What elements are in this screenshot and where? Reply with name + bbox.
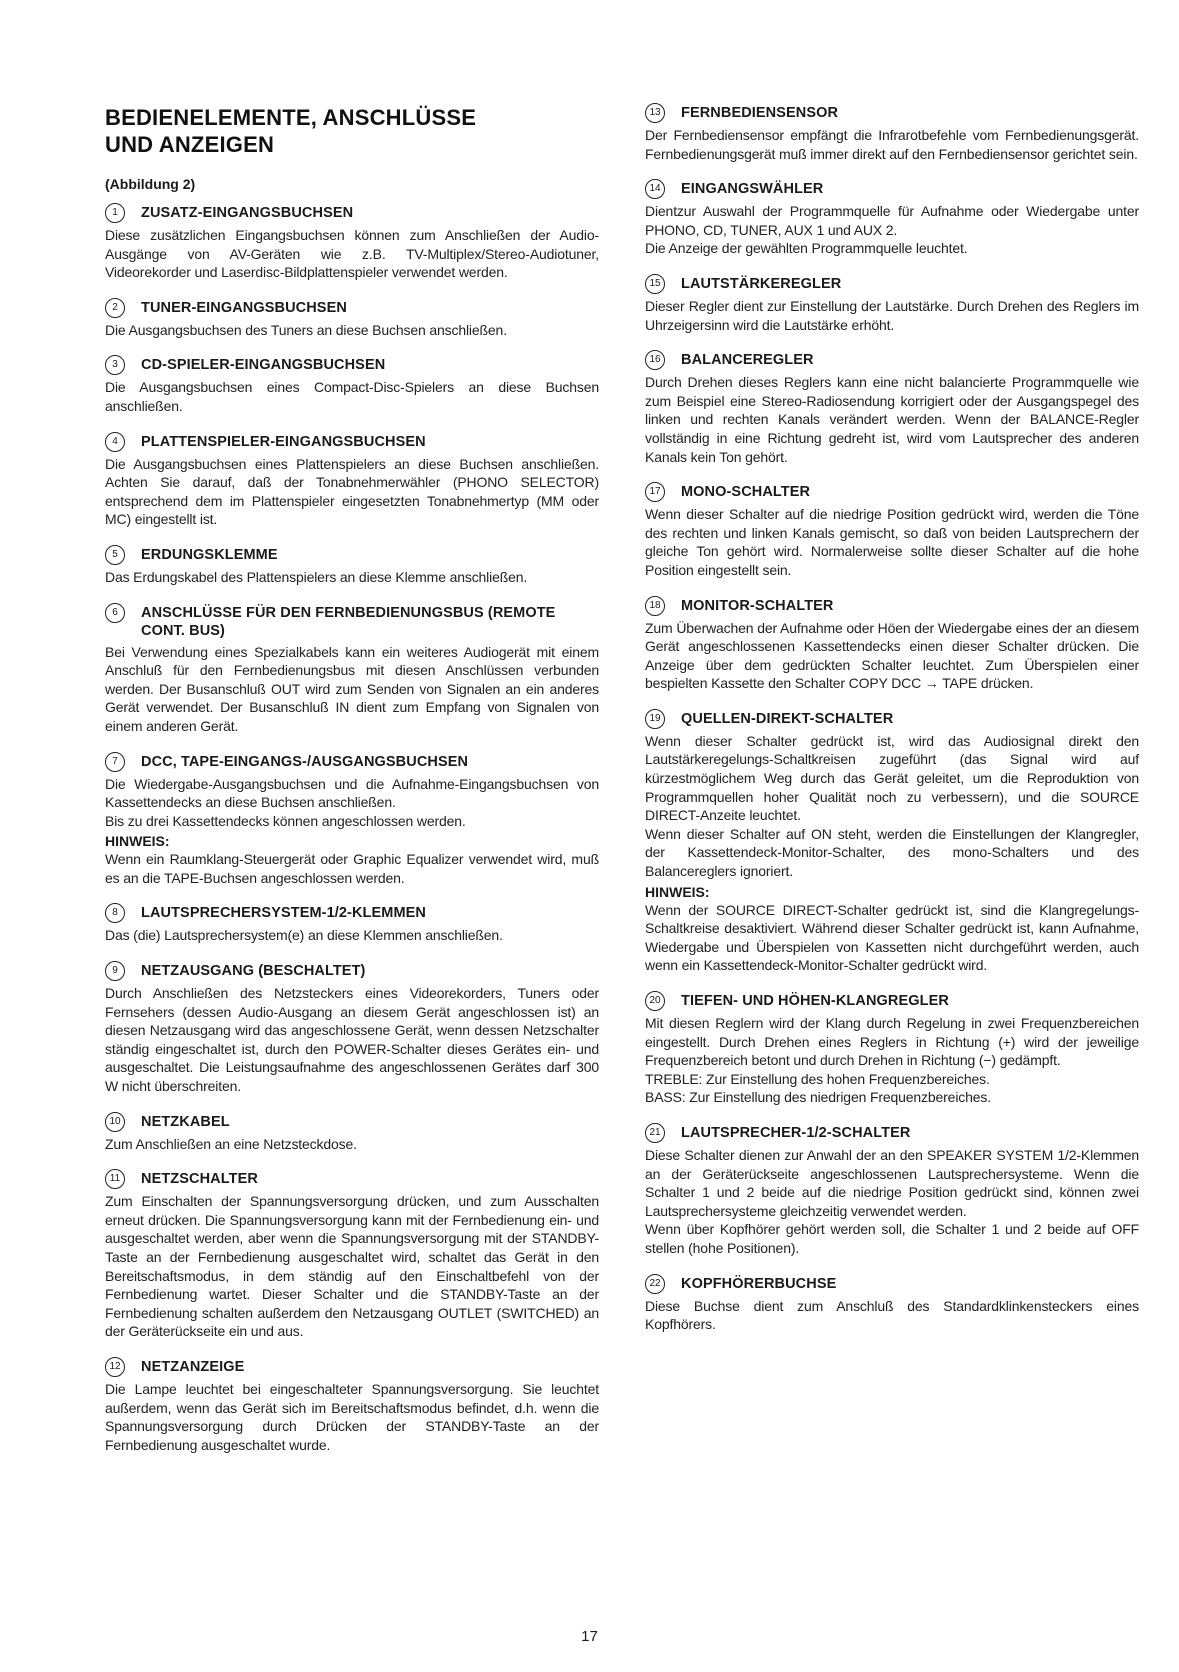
section-title: DCC, TAPE-EINGANGS-/AUSGANGSBUCHSEN	[141, 753, 469, 770]
section-item	[105, 546, 599, 587]
section-title: TUNER-EINGANGSBUCHSEN	[141, 299, 347, 316]
section-item	[105, 604, 599, 736]
section-title: BALANCEREGLER	[681, 352, 814, 369]
section-item	[105, 904, 599, 945]
section-header	[645, 351, 1139, 370]
circled-number-icon: 19	[645, 709, 665, 729]
section-body: Diese Buchse dient zum Anschluß des Standardklinkensteckers eines Kopfhörers.	[645, 1297, 1139, 1333]
section-header	[105, 753, 599, 772]
circled-number-icon: 1	[105, 203, 125, 223]
section-item	[645, 351, 1139, 466]
section-header	[645, 483, 1139, 502]
section-item	[645, 483, 1139, 579]
section-header	[105, 1170, 599, 1189]
section-body: Wenn dieser Schalter auf die niedrige Position gedrückt wird, werden die Töne des rechten und linken Kanals gemischt, so daß von beiden Lautsprechern der gleiche Ton gehört wird. Normalerweise sollte dieser Schalter auf die hohe Position eingestellt sein.	[645, 506, 1139, 578]
section-title: NETZANZEIGE	[141, 1358, 245, 1375]
section-title: PLATTENSPIELER-EINGANGSBUCHSEN	[141, 433, 426, 450]
section-header	[645, 597, 1139, 616]
section-body: Die Ausgangsbuchsen eines Plattenspielers an diese Buchsen anschließen. Achten Sie darauf, daß der Tonabnehmerwähler (PHONO SELECTOR) entsprechend dem im Plattenspieler eingesetzten Tonabnehmertyp (MM oder MC) eingestellt ist.	[105, 455, 599, 528]
section-body: Dieser Regler dient zur Einstellung der Lautstärke. Durch Drehen des Reglers im Uhrzeigersinn wird die Lautstärke erhöht.	[645, 297, 1139, 333]
circled-number-icon: 12	[105, 1357, 125, 1377]
section-item	[105, 1170, 599, 1341]
section-item	[645, 104, 1139, 163]
section-item	[645, 1124, 1139, 1258]
circled-number-icon: 2	[105, 298, 125, 318]
circled-number-icon: 6	[105, 603, 125, 623]
section-header	[105, 604, 599, 640]
section-header	[645, 180, 1139, 199]
circled-number-icon: 20	[645, 991, 665, 1011]
section-title: TIEFEN- UND HÖHEN-KLANGREGLER	[681, 993, 949, 1009]
circled-number-icon: 7	[105, 752, 125, 772]
note-label: HINWEIS:	[105, 833, 170, 850]
section-title: NETZAUSGANG (BESCHALTET)	[141, 963, 366, 980]
section-item	[105, 1113, 599, 1154]
section-header	[645, 1275, 1139, 1294]
circled-number-icon: 10	[105, 1112, 125, 1132]
section-item	[105, 753, 599, 888]
section-body: Die Ausgangsbuchsen des Tuners an diese Buchsen anschließen.	[105, 321, 507, 338]
section-item	[645, 597, 1139, 693]
circled-number-icon: 18	[645, 596, 665, 616]
section-header	[105, 962, 599, 981]
section-title: ERDUNGSKLEMME	[141, 546, 278, 563]
circled-number-icon: 4	[105, 432, 125, 452]
section-header	[105, 299, 599, 318]
section-body: Durch Anschließen des Netzsteckers eines Videorekorders, Tuners oder Fernsehers (dessen Audio-Ausgang an diesem Gerät angeschlossen ist) an diesen Netzausgang wird das angeschlossene Gerät, wenn dessen Netzschalter ständig eingeschaltet ist, durch den POWER-Schalter dieses Gerätes ein- und ausgeschaltet. Die Leistungsaufnahme des angeschlossenen Gerätes darf 300 W nicht überschreiten.	[105, 985, 599, 1095]
circled-number-icon: 15	[645, 274, 665, 294]
section-header	[645, 992, 1139, 1011]
section-item	[645, 275, 1139, 334]
section-body: Der Fernbediensensor empfängt die Infrarotbefehle vom Fernbedienungsgerät. Fernbedienungsgerät muß immer direkt auf den Fernbediensensor gerichtet sein.	[645, 127, 1139, 162]
section-body: Wenn dieser Schalter gedrückt ist, wird das Audiosignal direkt den Lautstärkeregelungs-Schaltkreisen zugeführt (das Signal wird auf kürzestmöglichem Weg durch das Gerät geleitet, um die Reproduktion von Programmquellen hoher Qualität noch zu verbessern), und die SOURCE DIRECT-Anzeite leuchtet. Wenn dieser Schalter auf ON steht, werden die Einstellungen der Klangregler, der Kassettendeck-Monitor-Schalter, des mono-Schalters und des Balancereglers ignoriert.	[645, 732, 1139, 880]
section-body: Durch Drehen dieses Reglers kann eine nicht balancierte Programmquelle wie zum Beispiel eine Stereo-Radiosendung korrigiert oder der Ausgangspegel des linken und rechten Kanals verändert werden. Wenn der BALANCE-Regler vollständig in eine Richtung gedreht ist, wird vom Lautsprecher des anderen Kanals kein Ton gehört.	[645, 374, 1139, 465]
right-column	[645, 104, 1139, 1351]
section-title: NETZSCHALTER	[141, 1171, 258, 1188]
section-header	[105, 204, 599, 223]
section-title: EINGANGSWÄHLER	[681, 181, 824, 198]
section-header	[105, 356, 599, 375]
figure-reference: (Abbildung 2)	[105, 176, 196, 192]
section-title: ZUSATZ-EINGANGSBUCHSEN	[141, 205, 354, 221]
section-title: LAUTSPRECHER-1/2-SCHALTER	[681, 1124, 911, 1141]
section-body: Zum Einschalten der Spannungsversorgung drücken, und zum Ausschalten erneut drücken. Die Spannungsversorgung kann mit der Fernbedienung ein- und ausgeschaltet werden, aber wenn die Spannungsversorgung mit der STANDBY-Taste an der Fernbedienung ausgeschaltet wird, schaltet das Gerät in den Bereitschaftsmodus, in dem ständig auf den Einschaltbefehl von der Fernbedienung wartet. Dieser Schalter und die STANDBY-Taste an der Fernbedienung schalten außerdem den Netzausgang OUTLET (SWITCHED) an der Geräterückseite ein und aus.	[105, 1193, 599, 1340]
page-title: BEDIENELEMENTE, ANSCHLÜSSE UND ANZEIGEN	[105, 105, 477, 157]
section-title: NETZKABEL	[141, 1113, 230, 1130]
section-header	[645, 710, 1139, 729]
section-item	[105, 299, 599, 340]
circled-number-icon: 22	[645, 1274, 665, 1294]
section-header	[645, 1124, 1139, 1143]
section-body: Diese zusätzlichen Eingangsbuchsen können zum Anschließen der Audio-Ausgänge von AV-Geräten wie z.B. TV-Multiplex/Stereo-Audiotuner, Videorekorder und Laserdisc-Bildplattenspieler verwendet werden.	[105, 227, 599, 281]
circled-number-icon: 3	[105, 355, 125, 375]
section-item	[645, 180, 1139, 258]
section-title: MONO-SCHALTER	[681, 484, 811, 501]
section-body: Zum Überwachen der Aufnahme oder Höen der Wiedergabe eines der an diesem Gerät angeschlossenen Kassettendecks einen dieser Schalter drücken. Die Anzeige über dem gedrückten Schalter leuchtet. Zum Überspielen einer bespielten Kassette den Schalter COPY DCC → TAPE drücken.	[645, 619, 1139, 692]
circled-number-icon: 8	[105, 903, 125, 923]
section-body: Das Erdungskabel des Plattenspielers an diese Klemme anschließen.	[105, 568, 528, 585]
circled-number-icon: 21	[645, 1123, 665, 1143]
section-title: KOPFHÖRERBUCHSE	[681, 1275, 837, 1292]
section-item	[105, 1358, 599, 1454]
section-item	[645, 992, 1139, 1107]
circled-number-icon: 14	[645, 179, 665, 199]
section-header	[105, 1358, 599, 1377]
section-body: Diese Schalter dienen zur Anwahl der an den SPEAKER SYSTEM 1/2-Klemmen an der Geräterückseite angeschlossenen Lautsprechersysteme. Wenn die Schalter 1 und 2 beide auf die niedrige Position gedrückt sind, können zwei Lautsprechersysteme gleichzeitig verwendet werden. Wenn über Kopfhörer gehört werden soll, die Schalter 1 und 2 beide auf OFF stellen (hohe Positionen).	[645, 1146, 1139, 1256]
section-body: Die Wiedergabe-Ausgangsbuchsen und die Aufnahme-Eingangsbuchsen von Kassettendecks an diese Buchsen anschließen. Bis zu drei Kassettendecks können angeschlossen werden.	[105, 775, 599, 829]
section-title: LAUTSTÄRKEREGLER	[681, 275, 842, 292]
section-title: CD-SPIELER-EINGANGSBUCHSEN	[141, 357, 386, 374]
section-header	[645, 104, 1139, 123]
circled-number-icon: 9	[105, 961, 125, 981]
section-item	[105, 356, 599, 415]
section-header	[105, 546, 599, 565]
section-item	[105, 204, 599, 282]
left-column	[105, 104, 599, 1471]
section-item	[105, 433, 599, 529]
section-body: Das (die) Lautsprechersystem(e) an diese Klemmen anschließen.	[105, 927, 503, 944]
section-item	[645, 710, 1139, 975]
circled-number-icon: 13	[645, 103, 665, 123]
page-number: 17	[581, 1628, 598, 1645]
section-body: Mit diesen Reglern wird der Klang durch Regelung in zwei Frequenzbereichen eingestellt. Durch Drehen eines Reglers in Richtung (+) wird der jeweilige Frequenzbereich betont und durch Drehen in Richtung (−) gedämpft. TREBLE: Zur Einstellung des hohen Frequenzbereiches. BASS: Zur Einstellung des niedrigen Frequenzbereiches.	[645, 1015, 1139, 1106]
section-title: FERNBEDIENSENSOR	[681, 105, 839, 121]
section-header	[105, 1113, 599, 1132]
circled-number-icon: 17	[645, 482, 665, 502]
section-body: Die Lampe leuchtet bei eingeschalteter Spannungsversorgung. Sie leuchtet außerdem, wenn das Gerät sich im Bereitschaftsmodus befindet, d.h. wenn die Spannungsversorgung durch Drücken der STANDBY-Taste an der Fernbedienung ausgeschaltet wurde.	[105, 1380, 599, 1453]
circled-number-icon: 5	[105, 545, 125, 565]
left-item-list	[105, 204, 599, 1454]
circled-number-icon: 11	[105, 1169, 125, 1189]
note-text: Wenn ein Raumklang-Steuergerät oder Graphic Equalizer verwendet wird, muß es an die TAPE-Buchsen angeschlossen werden.	[105, 851, 599, 886]
note-label: HINWEIS:	[645, 883, 710, 900]
section-body: Bei Verwendung eines Spezialkabels kann ein weiteres Audiogerät mit einem Anschluß für den Fernbedienungsbus mit diesen Anschlüssen verbunden werden. Der Busanschluß OUT wird zum Senden von Signalen an ein anderes Gerät verwendet. Der Busanschluß IN dient zum Empfang von Signalen von einem anderen Gerät.	[105, 643, 599, 734]
section-header	[105, 904, 599, 923]
section-body: Dientzur Auswahl der Programmquelle für Aufnahme oder Wiedergabe unter PHONO, CD, TUNER, AUX 1 und AUX 2. Die Anzeige der gewählten Programmquelle leuchtet.	[645, 203, 1139, 257]
section-title: QUELLEN-DIREKT-SCHALTER	[681, 710, 894, 727]
section-title: ANSCHLÜSSE FÜR DEN FERNBEDIENUNGSBUS (REMOTE CONT. BUS)	[141, 604, 556, 639]
section-header	[105, 433, 599, 452]
right-item-list	[645, 104, 1139, 1334]
section-item	[105, 962, 599, 1096]
section-title: LAUTSPRECHERSYSTEM-1/2-KLEMMEN	[141, 905, 426, 922]
circled-number-icon: 16	[645, 350, 665, 370]
section-header	[645, 275, 1139, 294]
section-title: MONITOR-SCHALTER	[681, 597, 834, 614]
section-body: Zum Anschließen an eine Netzsteckdose.	[105, 1135, 357, 1152]
section-body: Die Ausgangsbuchsen eines Compact-Disc-Spielers an diese Buchsen anschließen.	[105, 379, 599, 414]
note-text: Wenn der SOURCE DIRECT-Schalter gedrückt ist, sind die Klangregelungs-Schaltkreise desaktiviert. Während dieser Schalter gedrückt ist, kann Aufnahme, Wiedergabe und Überspielen von Kassetten nicht durchgeführt werden, auch wenn ein Kassettendeck-Monitor-Schalter gedrückt wird.	[645, 901, 1139, 974]
section-item	[645, 1275, 1139, 1334]
